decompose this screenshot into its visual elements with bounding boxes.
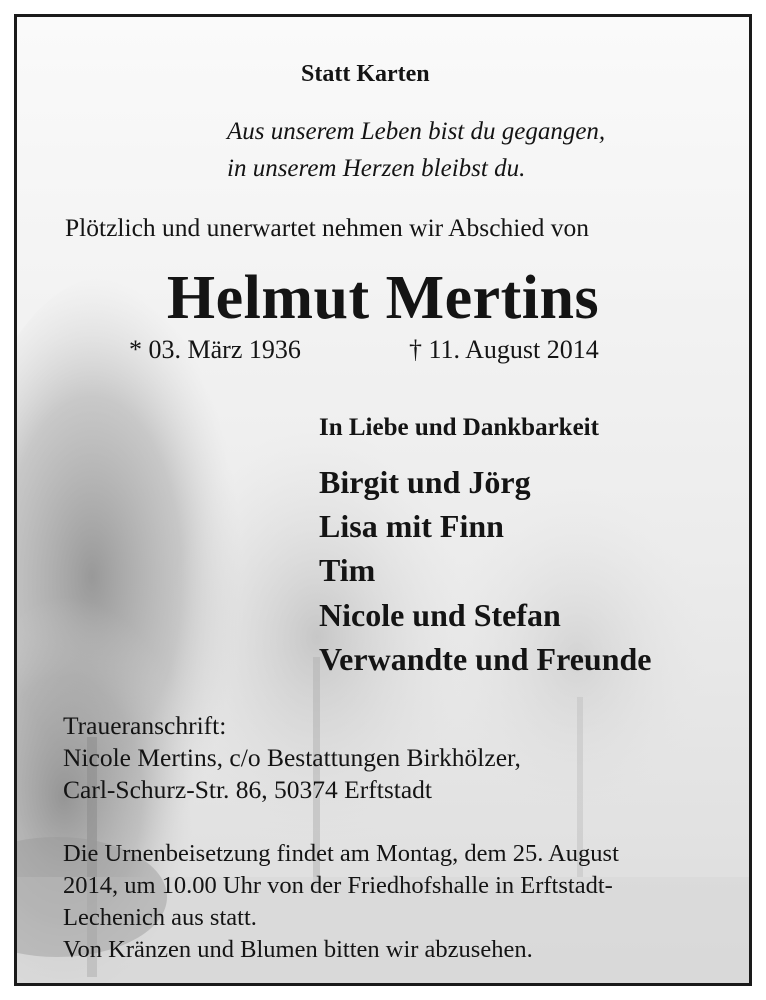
death-date: † 11. August 2014 (409, 335, 599, 364)
deceased-name: Helmut Mertins (166, 264, 600, 332)
mourner-name: Verwandte und Freunde (319, 641, 652, 677)
address-line: Nicole Mertins, c/o Bestattungen Birkhölzer, (63, 743, 521, 772)
obituary-notice (14, 14, 752, 986)
mourner-name: Birgit und Jörg (319, 464, 531, 500)
verse-line-1: Aus unserem Leben bist du gegangen, (227, 118, 606, 145)
service-line: Lechenich aus statt. (63, 904, 257, 931)
service-line: Von Kränzen und Blumen bitten wir abzusehen. (63, 936, 533, 963)
mourner-name: Tim (319, 552, 376, 588)
heading-statt-karten: Statt Karten (301, 61, 430, 87)
service-line: Die Urnenbeisetzung findet am Montag, dem 25. August (63, 840, 619, 867)
birth-date: * 03. März 1936 (129, 335, 301, 364)
gratitude-line: In Liebe und Dankbarkeit (319, 414, 599, 441)
mourner-name: Nicole und Stefan (319, 597, 561, 633)
mourner-name: Lisa mit Finn (319, 508, 504, 544)
farewell-intro: Plötzlich und unerwartet nehmen wir Abschied von (65, 213, 590, 242)
address-line: Carl-Schurz-Str. 86, 50374 Erftstadt (63, 775, 432, 804)
verse-line-2: in unserem Herzen bleibst du. (227, 155, 526, 182)
service-line: 2014, um 10.00 Uhr von der Friedhofshalle in Erftstadt- (63, 872, 613, 899)
address-label: Traueranschrift: (63, 711, 227, 740)
